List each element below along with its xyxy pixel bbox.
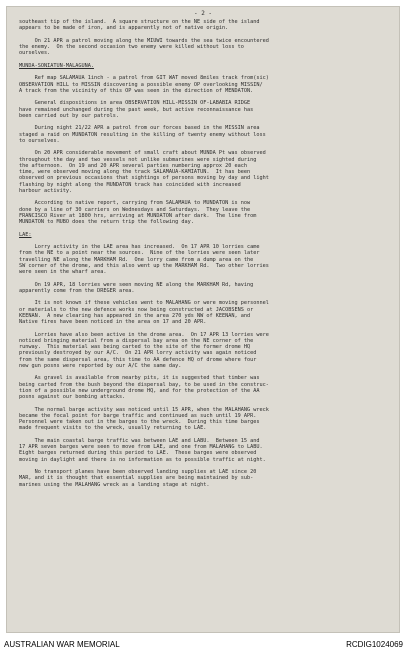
document-line: Ref map SALAMAUA 1inch - a patrol from GIT WAT moved 8miles track from(sic): [19, 75, 269, 82]
document-line: flashing by night along the MUNDATON track has coincided with increased: [19, 181, 241, 188]
section-heading: LAE:: [19, 231, 32, 238]
document-line: appears to be made of iron, and is apparently not of native origin.: [19, 25, 229, 32]
document-line: done by a line of 30 carriers on Wednesdays and Saturdays. They leave the: [19, 206, 251, 213]
document-line: A track from the vicinity of this OP was seen in the direction of MENDATON.: [19, 87, 254, 94]
document-line: According to native report, carrying from SALAMAUA to MUNDATON is now: [19, 200, 251, 207]
document-line: ourselves.: [19, 50, 51, 57]
document-line: noticed bringing material from a dispersal bay area on the NE corner of the: [19, 337, 254, 344]
record-id: RCDIG1024069: [346, 640, 403, 649]
document-line: new gun posns were reported by our A/C the same day.: [19, 362, 182, 369]
document-line: the enemy. On the second occasion two enemy were killed without loss to: [19, 44, 244, 50]
document-line: The main coastal barge traffic was between LAE and LABU. Between 15 and: [19, 437, 260, 444]
document-line: or materials to the new defence works now being constructed at JACOBSENS or: [19, 306, 254, 313]
document-line: travelling NE along the MARKHAM Rd. One lorry came from a dump area on the: [19, 256, 254, 263]
document-line: marines using the MALAHANG wreck as a landing stage at night.: [19, 481, 210, 488]
document-line: On 21 APR a patrol moving along the MIUWI towards the sea twice encountered: [19, 37, 269, 44]
document-line: General dispositions in area OBSERVATION HILL-MISSIN OF-LABABIA RIDGE: [19, 100, 251, 107]
document-line: southeast tip of the island. A square structure on the NE side of the island: [19, 19, 260, 25]
section-heading: MUNDA-SONIATUN-MALAGUNA.: [19, 62, 94, 69]
document-line: 17 APR seven barges were seen to move from LAE, and one from MALAHANG to LABU.: [19, 444, 263, 450]
document-line: Eight barges returned during this period to LAE. These barges were observed: [19, 450, 257, 457]
document-line: harbour activity.: [19, 187, 73, 194]
document-line: Lorry activity in the LAE area has increased. On 17 APR 10 lorries came: [19, 244, 260, 250]
document-line: time, were observed moving along the track SALAMAUA-KAMIATUN. It has been: [19, 169, 251, 175]
document-line: been carried out by our patrols.: [19, 112, 119, 119]
document-line: previously destroyed by our A/C. On 21 APR lorry activity was again noticed: [19, 350, 257, 357]
document-line: MAR, and it is thought that essential supplies are being maintained by sub-: [19, 475, 254, 482]
document-line: posns against our bombing attacks.: [19, 394, 126, 400]
document-line: runway. This material was being carted to the site of the former drome HQ: [19, 344, 251, 350]
document-line: MUNDATON to MUBO does the return trip the following day.: [19, 219, 194, 225]
document-line: apparently come from the DREGER area.: [19, 287, 135, 294]
archive-footer: [0, 636, 407, 654]
document-line: FRANCISCO River at 1800 hrs, arriving at MUNDATON after dark. The line from: [19, 212, 257, 219]
document-line: Lorries have also been active in the drome area. On 17 APR 13 lorries were: [19, 331, 269, 338]
document-line: from the NE to a point near the sources. Nine of the lorries were seen later: [19, 250, 260, 257]
document-line: moving in daylight and there is no information as to possible traffic at night.: [19, 456, 266, 463]
document-line: Personnel were taken out in the barges to the wreck. During this time barges: [19, 419, 260, 425]
document-line: from the same dispersal area, this time to AA defence HQ of drome where four: [19, 356, 257, 363]
document-line: On 19 APR, 18 lorries were seen moving NE along the MARKHAM Rd, having: [19, 281, 254, 288]
document-line: Native fires have been noticed in the area on 17 and 20 APR.: [19, 319, 207, 325]
document-body: [19, 19, 389, 630]
document-line: became the focal point for barge traffic and continued as such until 19 APR.: [19, 412, 257, 419]
document-line: the afternoon. On 19 and 20 APR several parties numbering approx 20 each: [19, 162, 247, 169]
archive-name: AUSTRALIAN WAR MEMORIAL: [4, 640, 120, 649]
document-line: On 20 APR considerable movement of small craft about MUNDA Pt was observed: [19, 150, 266, 157]
document-line: observed on previous occasions that sightings of persons moving by day and light: [19, 175, 269, 182]
document-line: SW corner of the drome, and this also went up the MARKHAM Rd. Two other lorries: [19, 262, 269, 269]
document-line: to ourselves.: [19, 137, 60, 144]
document-line: The normal barge activity was noticed until 15 APR, when the MALAHANG wreck: [19, 406, 269, 413]
document-line: It is not known if these vehicles went to MALAHANG or were moving personnel: [19, 300, 269, 307]
document-line: During night 21/22 APR a patrol from our forces based in the MISSIN area: [19, 125, 260, 132]
document-line: throughout the day and two vessels not unlike submarines were sighted during: [19, 156, 257, 163]
page-number: - 2 -: [193, 10, 213, 17]
document-line: As gravel is available from nearby pits, it is suggested that timber was: [19, 375, 260, 382]
document-line: tion of a possible new underground drome HQ, and for the protection of the AA: [19, 387, 260, 394]
document-line: staged a raid on MUNDATON resulting in the killing of twenty enemy without loss: [19, 131, 266, 138]
scanned-document-page: [6, 6, 400, 633]
document-line: being carted from the bush beyond the dispersal bay, to be used in the construc-: [19, 381, 269, 388]
document-line: OBSERVATION HILL to MISSIN discovering a possible enemy OP overlooking MISSIN/: [19, 81, 263, 88]
document-line: were seen in the wharf area.: [19, 269, 107, 275]
document-line: No transport planes have been observed landing supplies at LAE since 20: [19, 469, 257, 475]
document-line: made frequent visits to the wreck, usually returning to LAE.: [19, 425, 207, 432]
document-line: have remained unchanged during the past week, but active reconnaissance has: [19, 106, 254, 113]
document-line: KEENAN. A new clearing has appeared in the area 270 yds NW of KEENAN, and: [19, 312, 251, 319]
